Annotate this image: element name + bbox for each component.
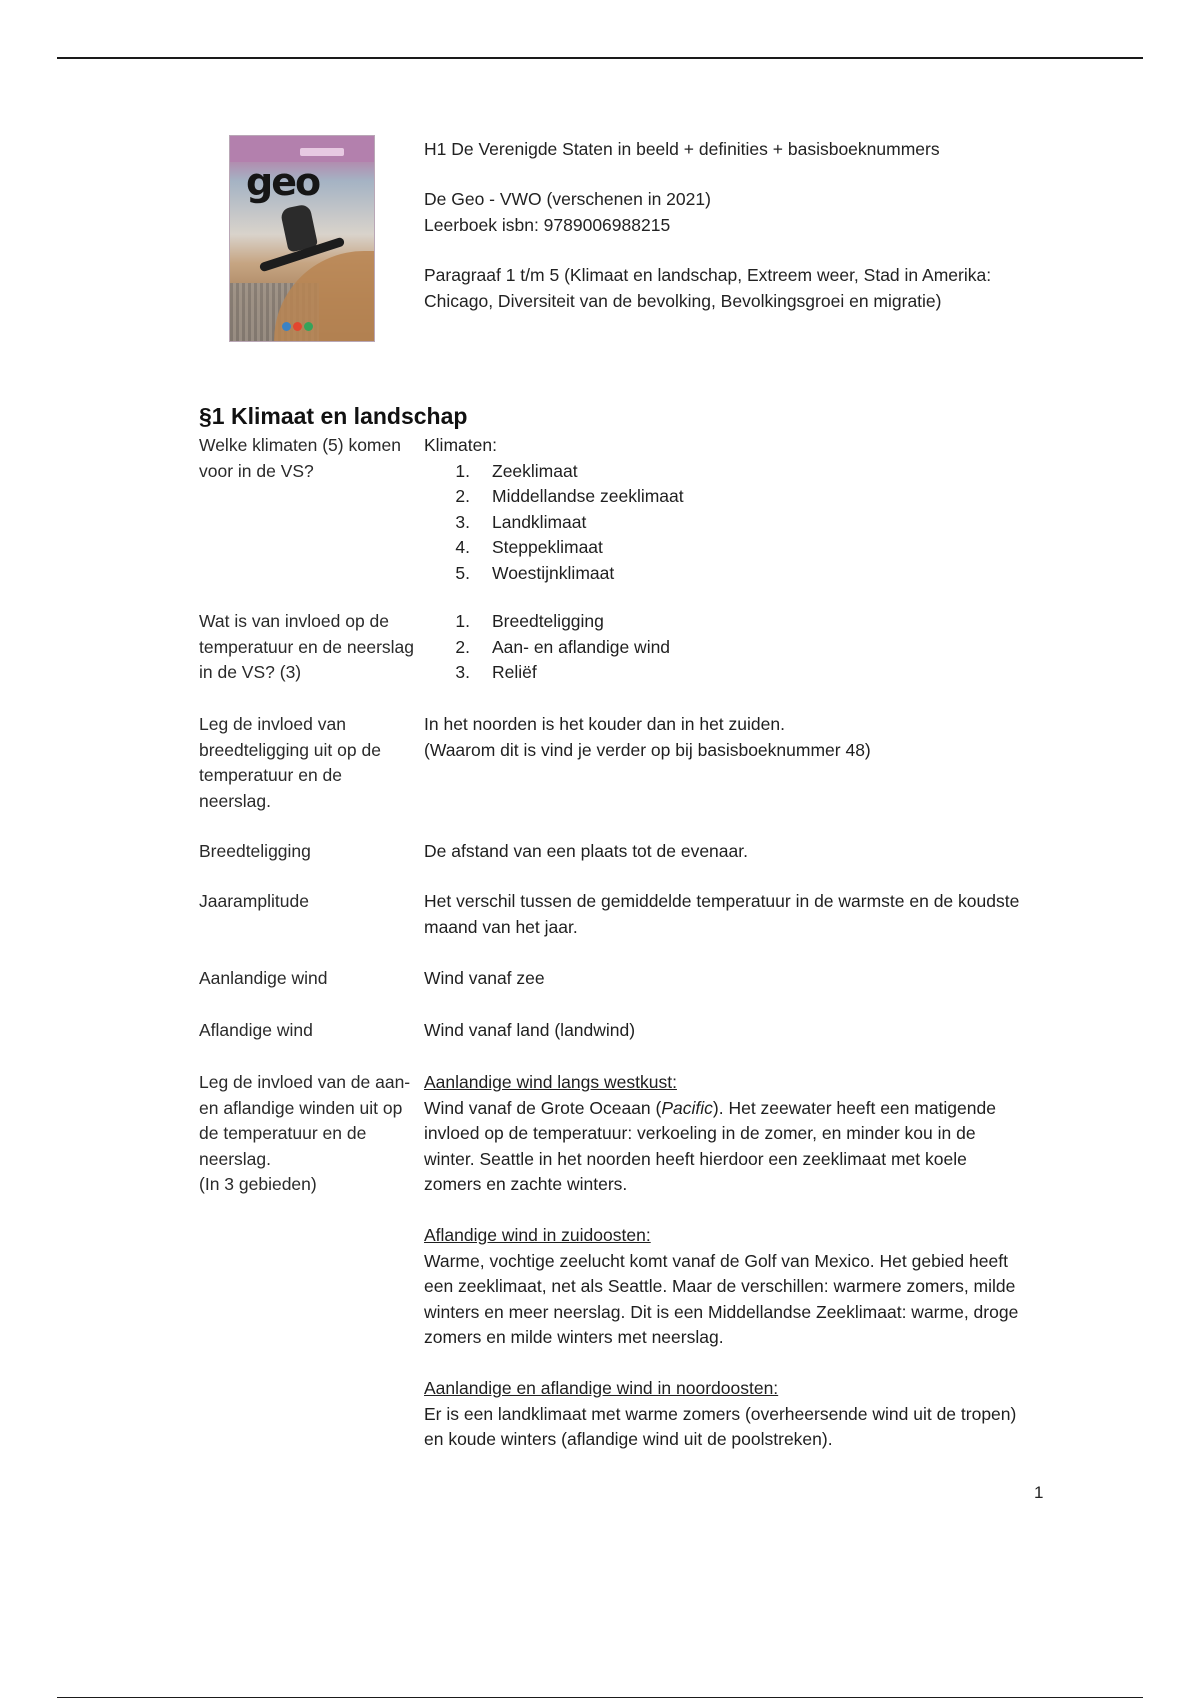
answer: Het verschil tussen de gemiddelde temperatuur in de warmste en de koudste maand van het jaar.	[424, 891, 1020, 937]
answer	[424, 712, 1029, 763]
noordoosten-text: Er is een landklimaat met warme zomers (overheersende wind uit de tropen) en koude winters (aflandige wind uit de poolstreken).	[424, 1403, 1017, 1449]
subheading-noordoosten: Aanlandige en aflandige wind in noordoosten:	[424, 1378, 779, 1398]
answer: De afstand van een plaats tot de evenaar.	[424, 841, 748, 861]
influence-list	[424, 609, 1029, 686]
question: Aanlandige wind	[199, 968, 328, 988]
list-item: 5. Woestijnklimaat	[455, 562, 615, 583]
publisher-logo-icon	[282, 322, 313, 331]
document-title: H1 De Verenigde Staten in beeld + definities + basisboeknummers	[424, 139, 940, 159]
book-info	[424, 186, 711, 238]
list-item: 4. Steppeklimaat	[455, 537, 603, 557]
list-item: 2. Aan- en aflandige wind	[455, 636, 671, 657]
answer-line: In het noorden is het kouder dan in het zuiden.	[424, 714, 785, 734]
question-text: Leg de invloed van de aan- en aflandige winden uit op de temperatuur en de neerslag.	[199, 1072, 411, 1169]
question: Leg de invloed van breedteligging uit op de temperatuur en de neerslag.	[199, 714, 381, 811]
list-item: 3. Reliëf	[455, 662, 537, 682]
question: Wat is van invloed op de temperatuur en de neerslag in de VS? (3)	[199, 611, 414, 682]
cover-tag	[300, 148, 344, 156]
question-note: (In 3 gebieden)	[199, 1174, 317, 1194]
question: Breedteligging	[199, 841, 311, 861]
bottom-rule	[57, 1697, 1143, 1698]
list-item: 1. Breedteligging	[455, 611, 604, 631]
page-number: 1	[1034, 1483, 1044, 1502]
answer	[424, 433, 1029, 586]
westkust-text: Wind vanaf de Grote Oceaan (Pacific). Het zeewater heeft een matigende invloed op de temperatuur: verkoeling in de zomer, en minder kou in de winter. Seattle in het noorden heeft hierdoor een zeeklimaat met koele zomers en zachte winters.	[424, 1097, 996, 1194]
answer	[424, 609, 1029, 686]
climate-list	[424, 459, 1029, 587]
list-item: 2. Middellandse zeeklimaat	[455, 486, 684, 506]
top-rule	[57, 57, 1143, 59]
cover-logo: geo	[246, 160, 320, 204]
book-cover-image	[229, 135, 375, 342]
book-line: De Geo - VWO (verschenen in 2021)	[424, 189, 711, 209]
question	[199, 1070, 414, 1198]
subheading-westkust: Aanlandige wind langs westkust:	[424, 1072, 677, 1092]
question: Jaaramplitude	[199, 891, 309, 911]
section-title: §1 Klimaat en landschap	[199, 403, 468, 429]
question: Welke klimaten (5) komen voor in de VS?	[199, 435, 401, 481]
answer	[424, 1070, 1029, 1453]
subheading-zuidoosten: Aflandige wind in zuidoosten:	[424, 1225, 651, 1245]
list-item: 1. Zeeklimaat	[455, 460, 578, 481]
answer: Wind vanaf zee	[424, 968, 545, 988]
isbn-line: Leerboek isbn: 9789006988215	[424, 215, 671, 235]
list-item: 3. Landklimaat	[455, 511, 587, 532]
answer: Wind vanaf land (landwind)	[424, 1020, 636, 1040]
question: Aflandige wind	[199, 1020, 313, 1040]
paragraphs-line: Paragraaf 1 t/m 5 (Klimaat en landschap, Extreem weer, Stad in Amerika: Chicago, Diversiteit van de bevolking, Bevolkingsgroei en migratie)	[424, 265, 992, 311]
zuidoosten-text: Warme, vochtige zeelucht komt vanaf de Golf van Mexico. Het gebied heeft een zeeklimaat, net als Seattle. Maar de verschillen: warmere zomers, milde winters en meer neerslag. Dit is een Middellandse Zeeklimaat: warme, droge zomers en milde winters met neerslag.	[424, 1250, 1019, 1347]
answer-line: (Waarom dit is vind je verder op bij basisboeknummer 48)	[424, 739, 871, 760]
answer-intro: Klimaten:	[424, 435, 497, 455]
